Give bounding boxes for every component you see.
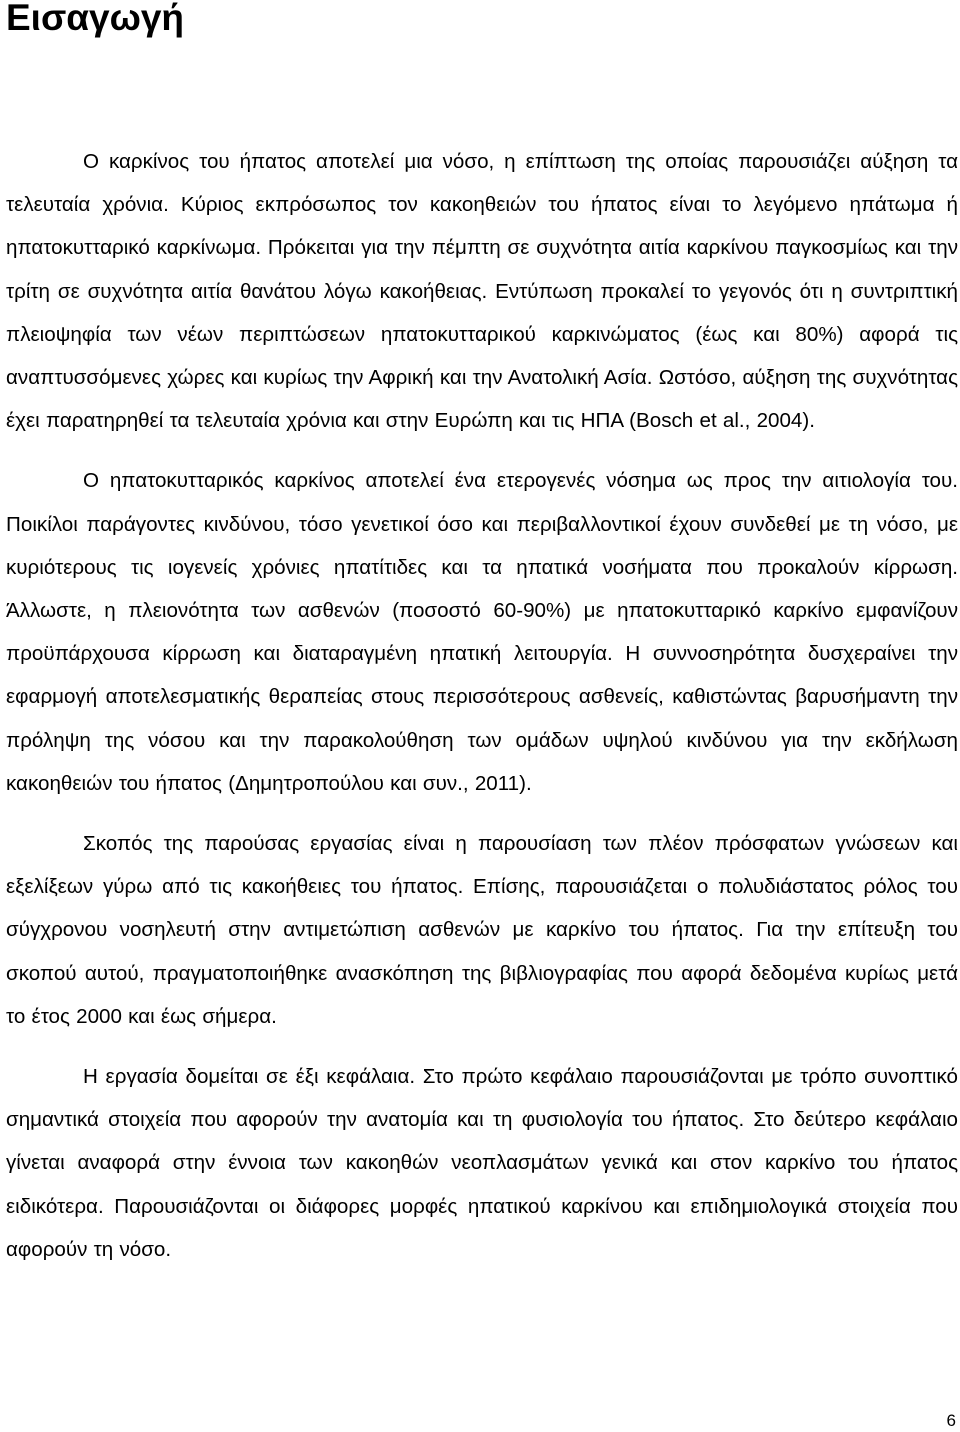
document-body xyxy=(6,140,958,1271)
page-number: 6 xyxy=(946,1411,956,1430)
paragraph-3: Σκοπός της παρούσας εργασίας είναι η παρουσίαση των πλέον πρόσφατων γνώσεων και εξελίξεων γύρω από τις κακοήθειες του ήπατος. Επίσης, παρουσιάζεται ο πολυδιάστατος ρόλος του σύγχρονου νοσηλευτή στην αντιμετώπιση ασθενών με καρκίνο του ήπατος. Για την επίτευξη του σκοπού αυτού, πραγματοποιήθηκε ανασκόπηση της βιβλιογραφίας που αφορά δεδομένα κυρίως μετά το έτος 2000 και έως σήμερα. xyxy=(6,832,958,1028)
paragraph-2: Ο ηπατοκυτταρικός καρκίνος αποτελεί ένα ετερογενές νόσημα ως προς την αιτιολογία του. Ποικίλοι παράγοντες κινδύνου, τόσο γενετικοί όσο και περιβαλλοντικοί έχουν συνδεθεί με τη νόσο, με κυριότερους τις ιογενείς χρόνιες ηπατίτιδες και τα ηπατικά νοσήματα που προκαλούν κίρρωση. Άλλωστε, η πλειονότητα των ασθενών (ποσοστό 60-90%) με ηπατοκυτταρικό καρκίνο εμφανίζουν προϋπάρχουσα κίρρωση και διαταραγμένη ηπατική λειτουργία. Η συννοσηρότητα δυσχεραίνει την εφαρμογή αποτελεσματικής θεραπείας στους περισσότερους ασθενείς, καθιστώντας βαρυσήμαντη την πρόληψη της νόσου και την παρακολούθηση των ομάδων υψηλού κινδύνου για την εκδήλωση κακοηθειών του ήπατος (Δημητροπούλου και συν., 2011). xyxy=(6,469,958,795)
paragraph-1: Ο καρκίνος του ήπατος αποτελεί μια νόσο, η επίπτωση της οποίας παρουσιάζει αύξηση τα τελευταία χρόνια. Κύριος εκπρόσωπος τον κακοηθειών του ήπατος είναι το λεγόμενο ηπάτωμα ή ηπατοκυτταρικό καρκίνωμα. Πρόκειται για την πέμπτη σε συχνότητα αιτία καρκίνου παγκοσμίως και την τρίτη σε συχνότητα αιτία θανάτου λόγω κακοήθειας. Εντύπωση προκαλεί το γεγονός ότι η συντριπτική πλειοψηφία των νέων περιπτώσεων ηπατοκυτταρικού καρκινώματος (έως και 80%) αφορά τις αναπτυσσόμενες χώρες και κυρίως την Αφρική και την Ανατολική Ασία. Ωστόσο, αύξηση της συχνότητας έχει παρατηρηθεί τα τελευταία χρόνια και στην Ευρώπη και τις ΗΠΑ (Bosch et al., 2004). xyxy=(6,150,958,433)
paragraph-4: Η εργασία δομείται σε έξι κεφάλαια. Στο πρώτο κεφάλαιο παρουσιάζονται με τρόπο συνοπτικό σημαντικά στοιχεία που αφορούν την ανατομία και τη φυσιολογία του ήπατος. Στο δεύτερο κεφάλαιο γίνεται αναφορά στην έννοια των κακοηθών νεοπλασμάτων γενικά και στον καρκίνο του ήπατος ειδικότερα. Παρουσιάζονται οι διάφορες μορφές ηπατικού καρκίνου και επιδημιολογικά στοιχεία που αφορούν τη νόσο. xyxy=(6,1065,958,1261)
page-title: Εισαγωγή xyxy=(6,0,185,38)
